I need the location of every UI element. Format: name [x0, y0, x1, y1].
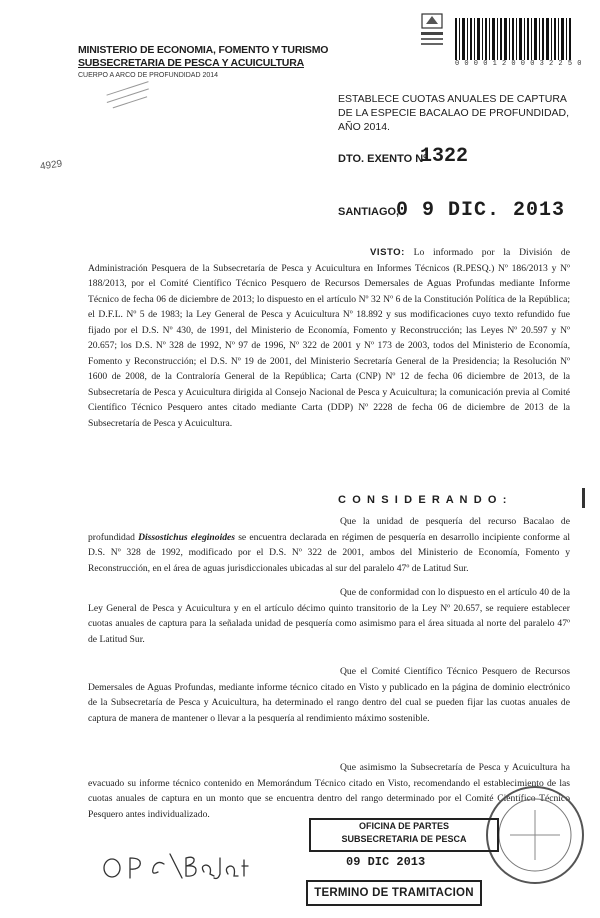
paragraph-3-text: Que el Comité Científico Técnico Pesquero de Recursos Demersales de Aguas Profundas, mediante informe técnico citado en Visto y publicado en la página de dominio electrónico de la Subsecretaría de Pesca y Acuicultura, ha determinado el rango dentro del cual se pueden fijar las cuotas anuales de captura de manera de mantener o llevar a la pesquería al rendimiento máximo sostenible. [88, 666, 570, 724]
handwritten-number: 4929 [39, 158, 63, 173]
office-stamp-line-1: OFICINA DE PARTES [358, 821, 449, 831]
paragraph-1-text-a: Que la unidad de pesquería del recurso Bacalao de profundidad [88, 516, 570, 543]
considerando-paragraph-1 [88, 514, 570, 576]
species-name: Dissostichus eleginoides [138, 531, 236, 543]
place-label: SANTIAGO, [338, 206, 400, 218]
paragraph-1-text-b: se encuentra declarada en régimen de pesquería en desarrollo incipiente conforme al D.S. Nº 328 de 1992, modificado por el D.S. Nº 322 de 2001, ambos del Ministerio de Economía, Fomento y Reconstrucción, en el área de aguas jurisdiccionales ubicadas al sur del paralelo 47º de Latitud Sur. [88, 531, 571, 574]
subsecretaria-name: SUBSECRETARIA DE PESCA Y ACUICULTURA [78, 57, 304, 69]
visto-paragraph [88, 245, 570, 431]
office-stamp-line-2: SUBSECRETARIA DE PESCA [341, 834, 467, 844]
barcode-number: 0 0 0 0 1 2 0 0 0 3 2 2 5 0 [455, 60, 582, 68]
termino-stamp: TERMINO DE TRAMITACION [306, 880, 482, 906]
ministry-name: MINISTERIO DE ECONOMIA, FOMENTO Y TURISMO [78, 44, 329, 56]
visto-label: VISTO: [370, 247, 405, 258]
office-stamp-date: 09 DIC 2013 [346, 855, 426, 869]
considerando-heading: C O N S I D E R A N D O : [338, 494, 508, 506]
decree-label: DTO. EXENTO Nº [338, 153, 428, 165]
government-logo-icon [418, 12, 446, 52]
barcode [455, 18, 573, 60]
faded-stamp-icon [100, 78, 160, 114]
margin-mark [582, 488, 585, 508]
decree-date: 0 9 DIC. 2013 [396, 199, 566, 222]
paragraph-4-text: Que asimismo la Subsecretaría de Pesca y Acuicultura ha evacuado su informe técnico contenido en Memorándum Técnico citado en Visto, recomendando el establecimiento de las cuotas anuales de captura en un monto que se encuentra dentro del rango determinado por el Comité Científico Técnico Pesquero antes individualizado. [88, 762, 570, 820]
considerando-paragraph-2 [88, 585, 570, 647]
considerando-paragraph-3 [88, 664, 570, 726]
visto-text: Lo informado por la División de Administración Pesquera de la Subsecretaría de Pesca y Acuicultura en Informes Técnicos (R.PESQ.) Nº 186/2013 y Nº 188/2013, por el Comité Científico Técnico Pesquero de Recursos Demersales de Aguas Profundas mediante Informe Técnico de fecha 06 de diciembre de 2013; lo dispuesto en el artículo Nº 32 Nº 6 de la Constitución Política de la República; el D.F.L. Nº 5 de 1983; la Ley General de Pesca y Acuicultura Nº 18.892 y sus modificaciones cuyo texto refundido fue fijado por el D.S. Nº 430, de 1991, del Ministerio de Economía, Fomento y Reconstrucción; las Leyes Nº 20.597 y Nº 20.657; los D.S. Nº 328 de 1992, Nº 97 de 1996, Nº 322 de 2001 y Nº 173 de 2003, todos del Ministerio de Economía, Fomento y Reconstrucción; el D.S. Nº 19 de 2001, del Ministerio Secretaría General de la Presidencia; la Resolución Nº 1600 de 2008, de la Contraloría General de la República; Carta (CNP) Nº 12 de fecha 06 diciembre de 2013, de la Subsecretaría de Pesca y Acuicultura dirigida al Consejo Nacional de Pesca y Acuicultura; la comunicación previa al Comité Científico Técnico Pesquero antes citado mediante Carta (DDP) Nº 2228 de fecha 06 de diciembre de 2013 de la Subsecretaría de Pesca y Acuicultura. [88, 247, 570, 429]
office-line: CUERPO A ARCO DE PROFUNDIDAD 2014 [78, 72, 219, 79]
decree-title: ESTABLECE CUOTAS ANUALES DE CAPTURA DE LA ESPECIE BACALAO DE PROFUNDIDAD, AÑO 2014. [338, 93, 570, 133]
paragraph-2-text: Que de conformidad con lo dispuesto en el artículo 40 de la Ley General de Pesca y Acuicultura y en el artículo décimo quinto transitorio de la Ley Nº 20.657, se requiere establecer cuotas anuales de captura para la señalada unidad de pesquería como asimismo para el área situada al norte del paralelo 47º de Latitud Sur. [88, 587, 570, 645]
decree-number: 1322 [420, 145, 469, 168]
office-stamp [309, 818, 499, 852]
handwritten-note [100, 850, 250, 882]
